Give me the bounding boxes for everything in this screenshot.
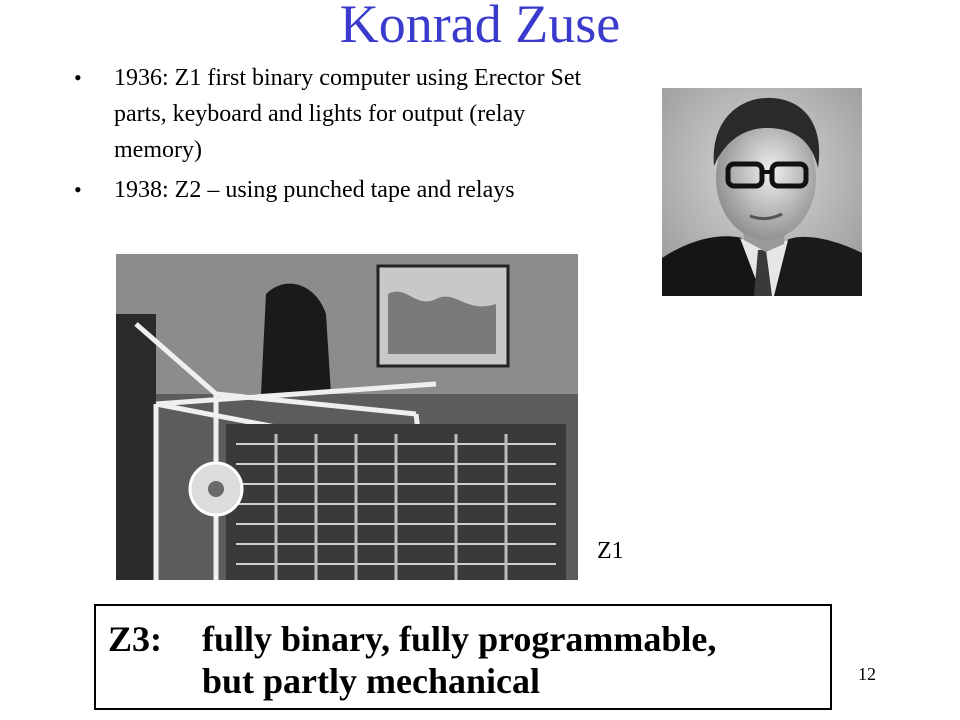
photo-caption: Z1 [597, 538, 624, 564]
bullet-dot-icon: • [74, 177, 82, 202]
page-number: 12 [858, 664, 876, 684]
portrait-photo [662, 88, 862, 296]
bullet-text: 1936: Z1 first binary computer using Erector Set parts, keyboard and lights for output (relay memory) [114, 65, 582, 163]
bullet-text: 1938: Z2 – using punched tape and relays [114, 177, 515, 203]
callout-line-1: fully binary, fully programmable, [202, 619, 717, 659]
slide-title: Konrad Zuse [339, 0, 621, 54]
bullet-dot-icon: • [74, 65, 82, 90]
bullet-item-z1 [74, 60, 594, 168]
bullet-list [74, 60, 594, 212]
callout-line-2: but partly mechanical [202, 661, 540, 701]
z1-machine-photo [116, 254, 578, 580]
z3-callout-box [94, 604, 832, 710]
bullet-item-z2 [74, 172, 594, 208]
callout-label: Z3: [108, 619, 162, 659]
